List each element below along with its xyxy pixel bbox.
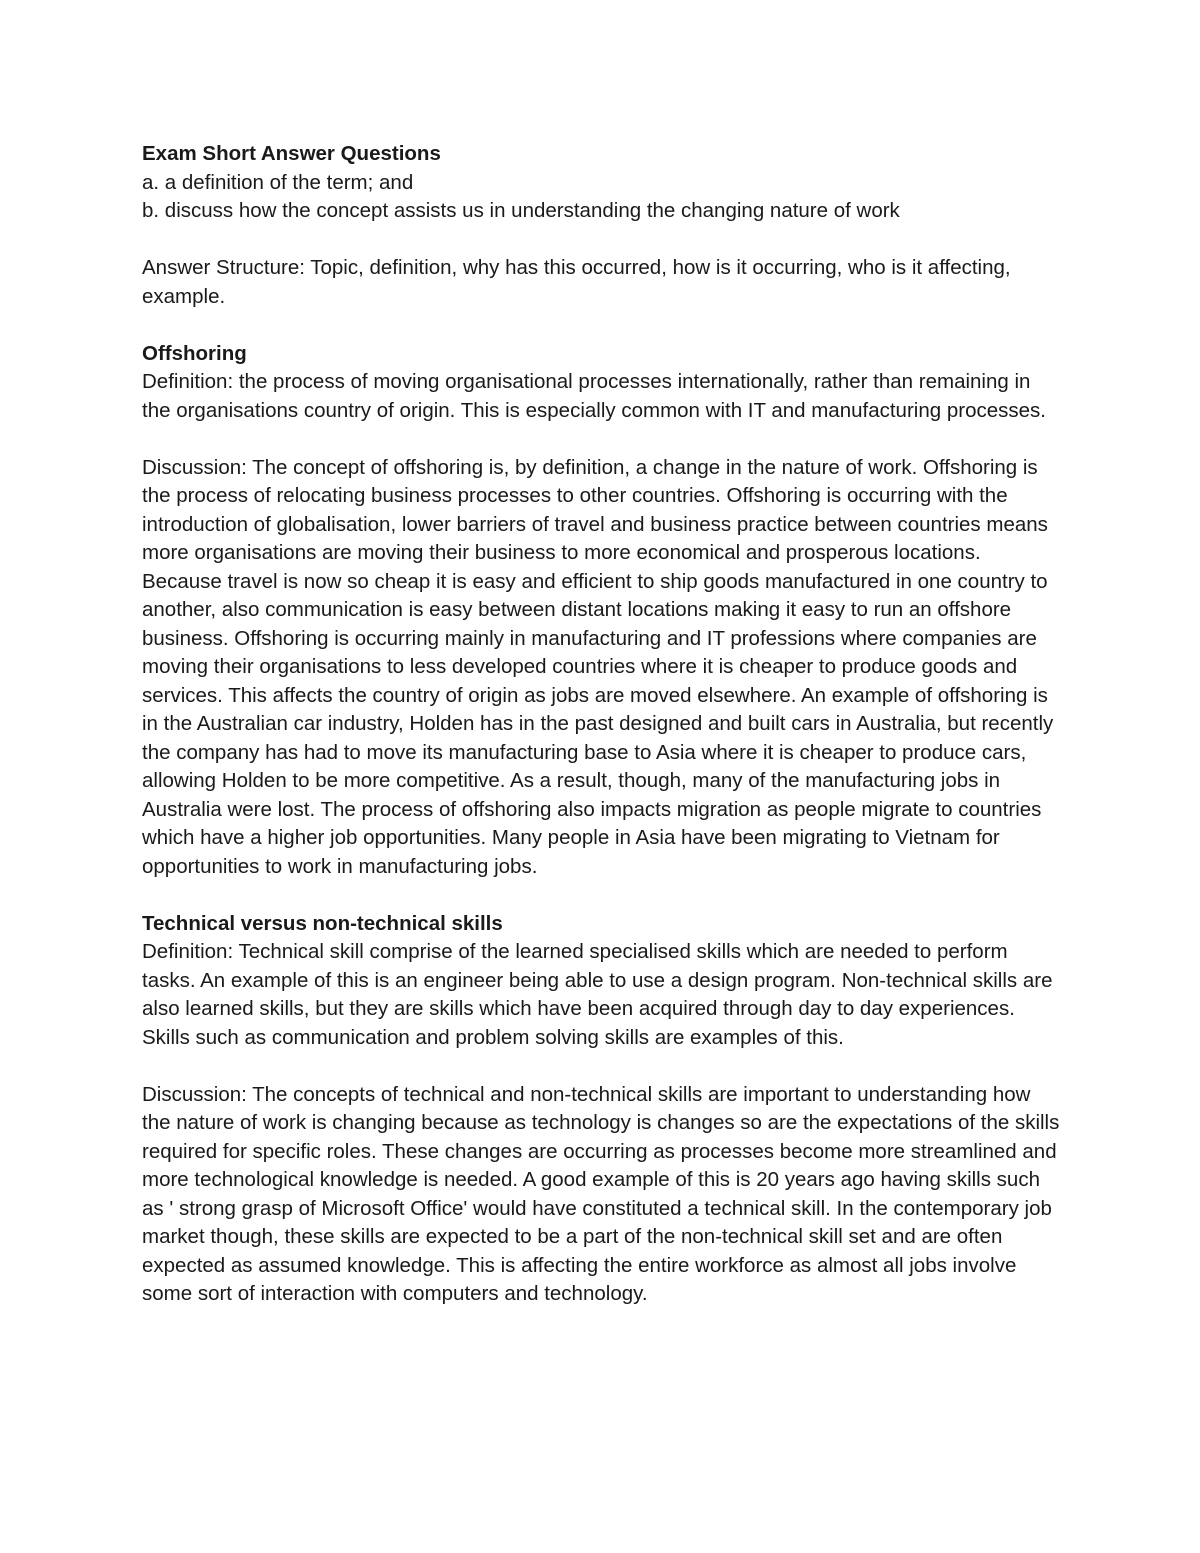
section-definition-offshoring: Definition: the process of moving organisational processes internationally, rather than remaining in the organisations country of origin. This is especially common with IT and manufacturing processes.	[142, 370, 1046, 422]
spacer	[142, 311, 1062, 340]
section-definition-skills: Definition: Technical skill comprise of the learned specialised skills which are needed to perform tasks. An example of this is an engineer being able to use a design program. Non-technical skills are also learned skills, but they are skills which have been acquired through day to day experiences. Skills such as communication and problem solving skills are examples of this.	[142, 940, 1053, 1049]
section-heading-skills: Technical versus non-technical skills	[142, 911, 503, 935]
section-discussion-offshoring: Discussion: The concept of offshoring is, by definition, a change in the nature of work. Offshoring is the process of relocating business processes to other countries. Offshoring is occurring with the introduction of globalisation, lower barriers of travel and business practice between countries means more organisations are moving their business to more economical and prosperous locations. Because travel is now so cheap it is easy and efficient to ship goods manufactured in one country to another, also communication is easy between distant locations making it easy to run an offshore business. Offshoring is occurring mainly in manufacturing and IT professions where companies are moving their organisations to less developed countries where it is cheaper to produce goods and services. This affects the country of origin as jobs are moved elsewhere. An example of offshoring is in the Australian car industry, Holden has in the past designed and built cars in Australia, but recently the company has had to move its manufacturing base to Asia where it is cheaper to produce cars, allowing Holden to be more competitive. As a result, though, many of the manufacturing jobs in Australia were lost. The process of offshoring also impacts migration as people migrate to countries which have a higher job opportunities. Many people in Asia have been migrating to Vietnam for opportunities to work in manufacturing jobs.	[142, 455, 1054, 878]
page-title: Exam Short Answer Questions	[142, 142, 441, 165]
answer-structure: Answer Structure: Topic, definition, why has this occurred, how is it occurring, who is it affecting, example.	[142, 256, 1011, 308]
spacer	[142, 226, 1062, 255]
section-discussion-skills: Discussion: The concepts of technical and non-technical skills are important to understanding how the nature of work is changing because as technology is changes so are the expectations of the skills required for specific roles. These changes are occurring as processes become more streamlined and more technological knowledge is needed. A good example of this is 20 years ago having skills such as ' strong grasp of Microsoft Office' would have constituted a technical skill. In the contemporary job market though, these skills are expected to be a part of the non-technical skill set and are often expected as assumed knowledge. This is affecting the entire workforce as almost all jobs involve some sort of interaction with computers and technology.	[142, 1082, 1060, 1305]
document-body	[142, 140, 1062, 1309]
spacer	[142, 425, 1062, 454]
instruction-b: b. discuss how the concept assists us in understanding the changing nature of work	[142, 199, 900, 222]
section-heading-offshoring: Offshoring	[142, 341, 247, 365]
spacer	[142, 1052, 1062, 1081]
instruction-a: a. a definition of the term; and	[142, 170, 414, 194]
spacer	[142, 881, 1062, 910]
